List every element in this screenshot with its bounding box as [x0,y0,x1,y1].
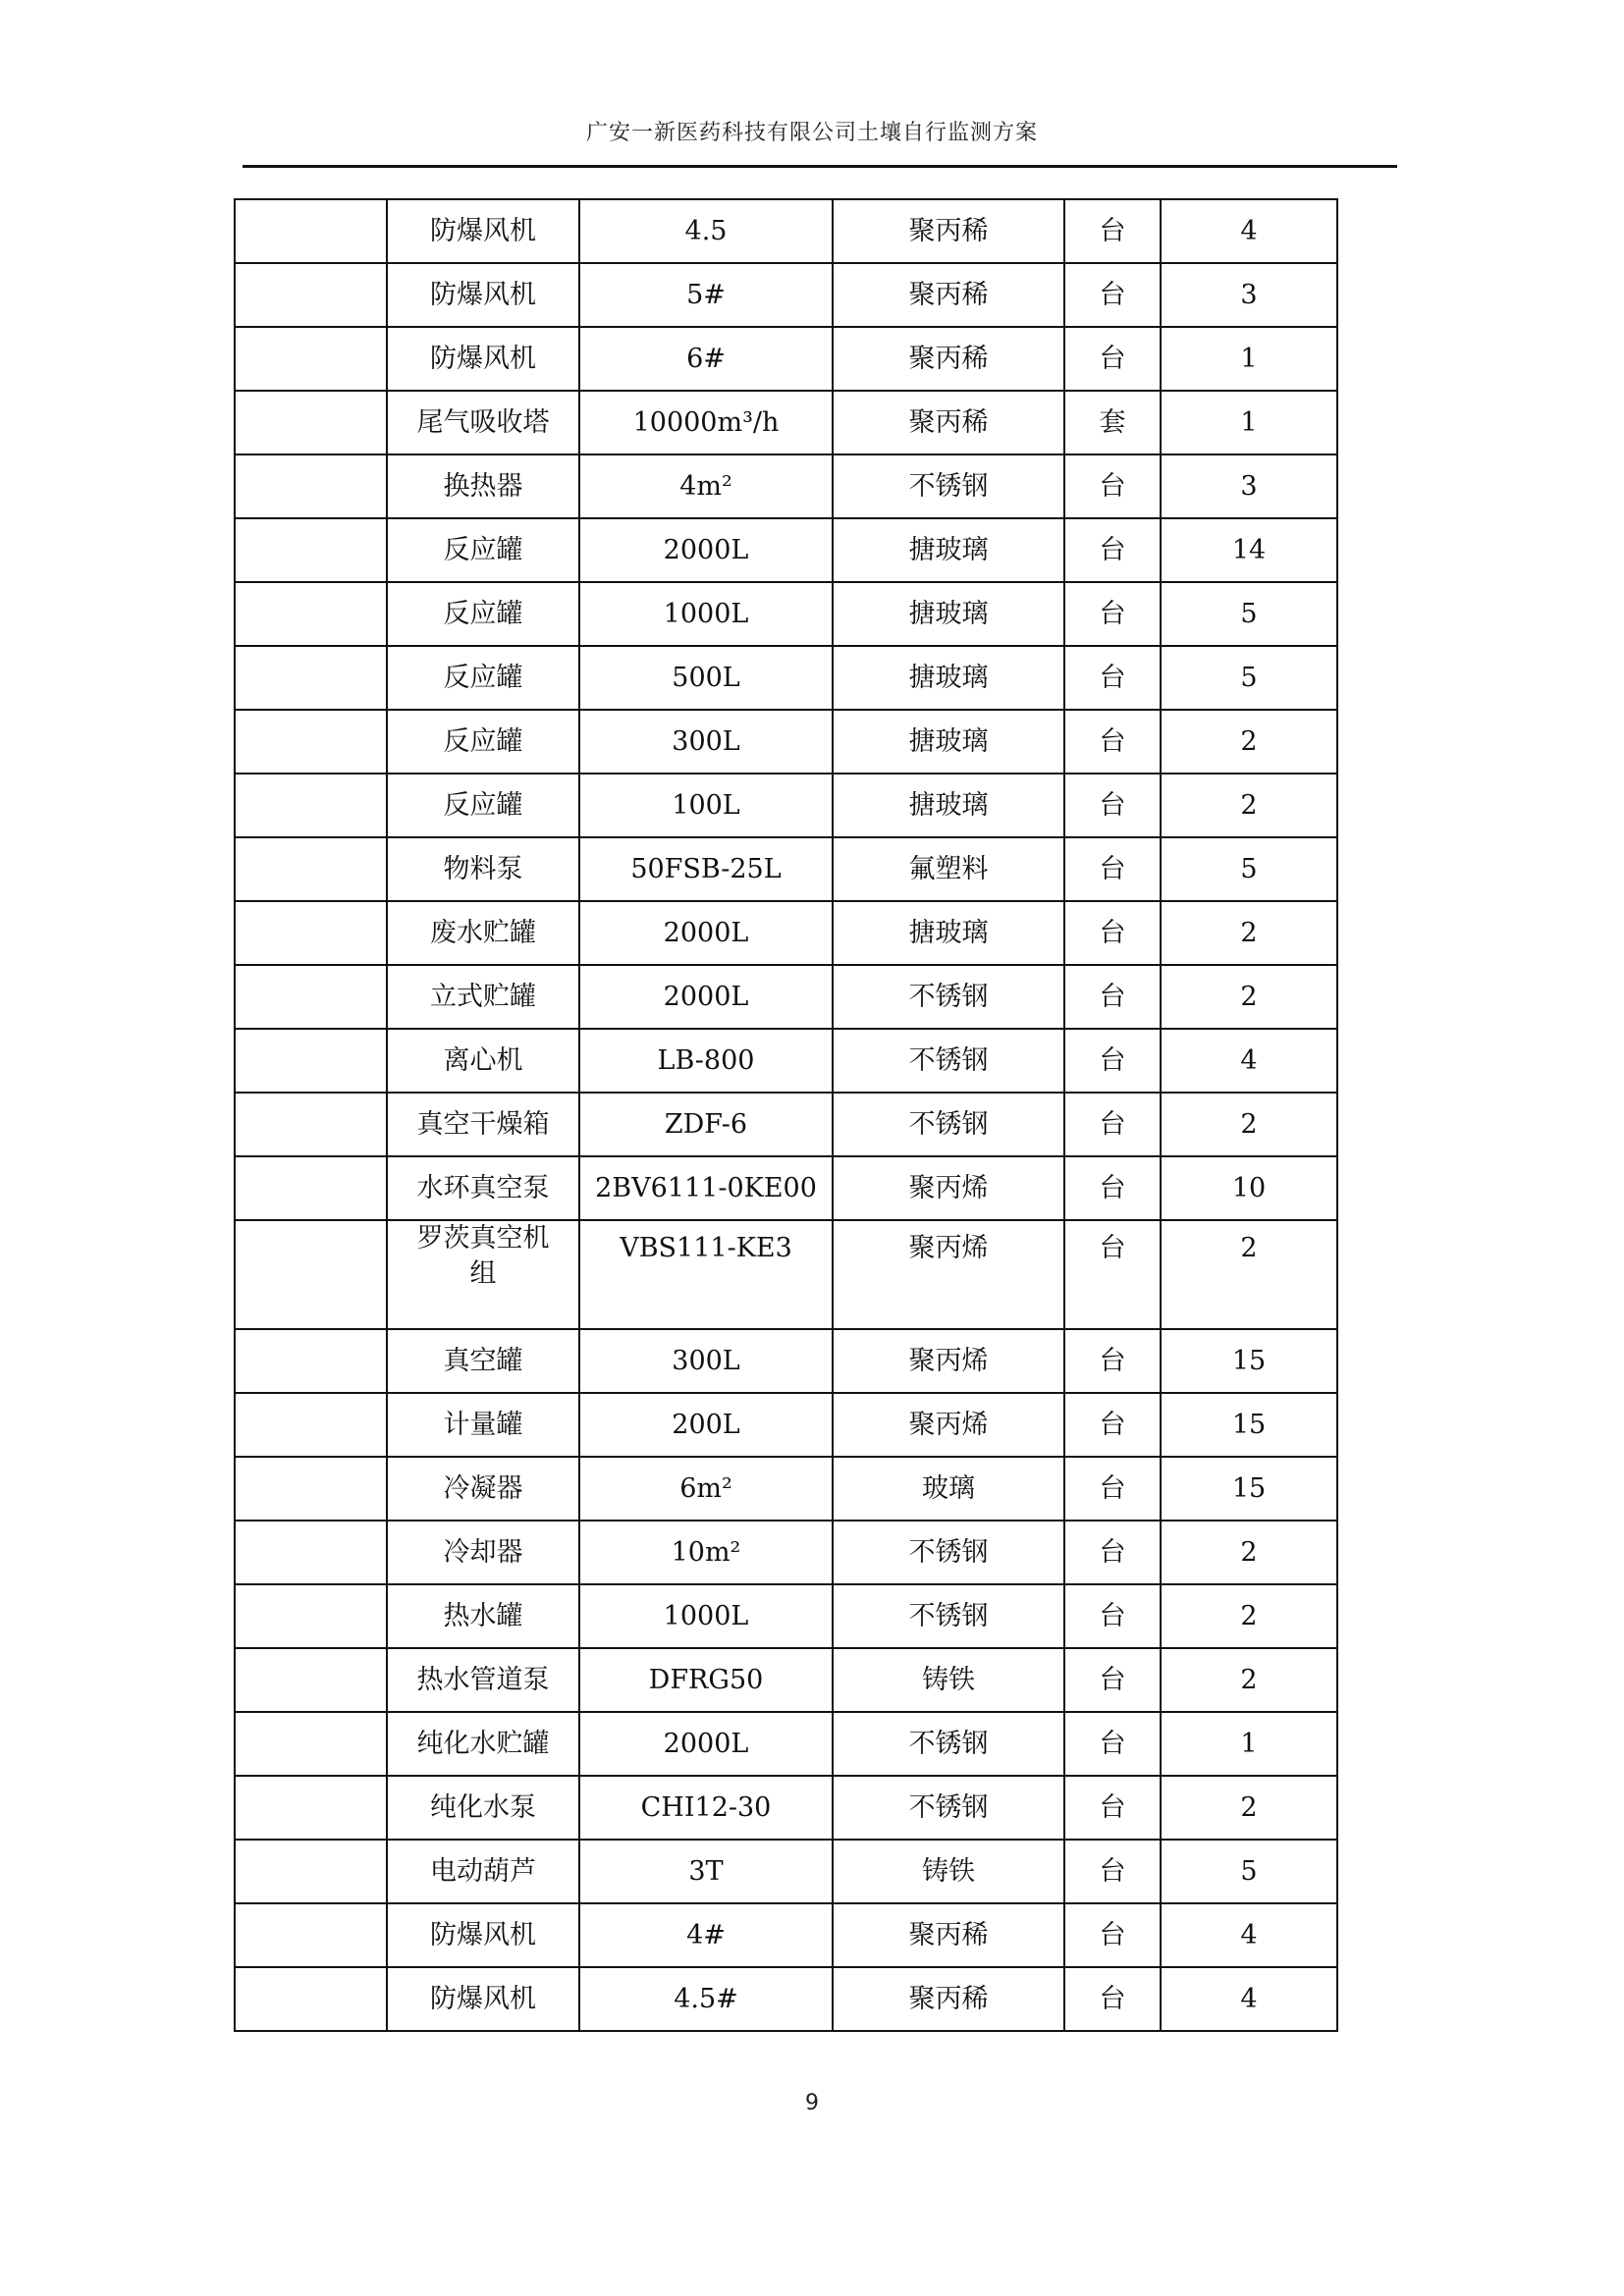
quantity-cell: 2 [1161,710,1337,774]
table-row [235,391,1337,454]
category-cell [235,1093,387,1156]
page-number: 9 [805,2091,819,2115]
quantity-cell: 2 [1161,1776,1337,1840]
equipment-name-cell: 反应罐 [387,582,579,646]
category-cell [235,1029,387,1093]
unit-cell: 台 [1064,710,1161,774]
spec-cell: 300L [579,1329,833,1393]
unit-cell: 台 [1064,1521,1161,1584]
equipment-name-cell: 换热器 [387,454,579,518]
quantity-cell: 2 [1161,965,1337,1029]
table-row [235,646,1337,710]
equipment-name-cell: 热水管道泵 [387,1648,579,1712]
category-cell [235,1776,387,1840]
unit-cell: 台 [1064,965,1161,1029]
category-cell [235,199,387,263]
page-header-title: 广安一新医药科技有限公司土壤自行监测方案 [585,121,1038,145]
unit-cell: 台 [1064,1457,1161,1521]
table-row [235,1967,1337,2031]
spec-cell: 4m² [579,454,833,518]
table-row [235,1776,1337,1840]
spec-cell: 6# [579,327,833,391]
unit-cell: 台 [1064,1776,1161,1840]
quantity-cell: 5 [1161,1840,1337,1903]
quantity-cell: 15 [1161,1393,1337,1457]
material-cell: 铸铁 [833,1648,1064,1712]
table-row [235,1712,1337,1776]
equipment-name-cell: 热水罐 [387,1584,579,1648]
unit-cell: 台 [1064,1712,1161,1776]
material-cell: 聚丙烯 [833,1220,1064,1329]
unit-cell: 台 [1064,454,1161,518]
material-cell: 搪玻璃 [833,646,1064,710]
quantity-cell: 4 [1161,1903,1337,1967]
category-cell [235,1393,387,1457]
unit-cell: 台 [1064,901,1161,965]
material-cell: 不锈钢 [833,1029,1064,1093]
spec-cell: 3T [579,1840,833,1903]
unit-cell: 台 [1064,837,1161,901]
quantity-cell: 3 [1161,454,1337,518]
equipment-name-cell: 电动葫芦 [387,1840,579,1903]
spec-cell: DFRG50 [579,1648,833,1712]
quantity-cell: 2 [1161,1093,1337,1156]
unit-cell: 台 [1064,1584,1161,1648]
spec-cell: 4.5 [579,199,833,263]
category-cell [235,837,387,901]
equipment-name-cell: 计量罐 [387,1393,579,1457]
material-cell: 聚丙稀 [833,263,1064,327]
table-row [235,1329,1337,1393]
unit-cell: 台 [1064,1903,1161,1967]
category-cell [235,710,387,774]
material-cell: 搪玻璃 [833,901,1064,965]
quantity-cell: 15 [1161,1457,1337,1521]
material-cell: 搪玻璃 [833,518,1064,582]
table-row [235,1029,1337,1093]
equipment-name-cell: 水环真空泵 [387,1156,579,1220]
quantity-cell: 2 [1161,1220,1337,1329]
material-cell: 聚丙稀 [833,1903,1064,1967]
spec-cell: 10000m³/h [579,391,833,454]
table-row [235,710,1337,774]
header-divider [243,165,1397,168]
unit-cell: 台 [1064,263,1161,327]
table-row [235,327,1337,391]
equipment-name-cell: 废水贮罐 [387,901,579,965]
spec-cell: 2000L [579,518,833,582]
spec-cell: 300L [579,710,833,774]
unit-cell: 台 [1064,1093,1161,1156]
spec-cell: 10m² [579,1521,833,1584]
category-cell [235,774,387,837]
table-row [235,199,1337,263]
spec-cell: 4# [579,1903,833,1967]
table-row [235,1521,1337,1584]
unit-cell: 台 [1064,1329,1161,1393]
table-row [235,518,1337,582]
material-cell: 不锈钢 [833,1776,1064,1840]
material-cell: 聚丙烯 [833,1156,1064,1220]
unit-cell: 台 [1064,199,1161,263]
unit-cell: 台 [1064,1967,1161,2031]
category-cell [235,1648,387,1712]
unit-cell: 台 [1064,774,1161,837]
equipment-name-cell: 冷凝器 [387,1457,579,1521]
quantity-cell: 2 [1161,774,1337,837]
category-cell [235,263,387,327]
table-row [235,582,1337,646]
unit-cell: 台 [1064,1156,1161,1220]
equipment-name-cell: 纯化水泵 [387,1776,579,1840]
quantity-cell: 1 [1161,391,1337,454]
table-row [235,1093,1337,1156]
category-cell [235,391,387,454]
quantity-cell: 1 [1161,327,1337,391]
quantity-cell: 1 [1161,1712,1337,1776]
unit-cell: 台 [1064,1840,1161,1903]
table-row [235,1156,1337,1220]
table-row [235,1220,1337,1329]
quantity-cell: 4 [1161,1967,1337,2031]
quantity-cell: 10 [1161,1156,1337,1220]
equipment-name-cell: 冷却器 [387,1521,579,1584]
spec-cell: ZDF-6 [579,1093,833,1156]
unit-cell: 台 [1064,327,1161,391]
material-cell: 搪玻璃 [833,710,1064,774]
category-cell [235,965,387,1029]
unit-cell: 台 [1064,646,1161,710]
quantity-cell: 5 [1161,646,1337,710]
equipment-name-cell: 真空干燥箱 [387,1093,579,1156]
spec-cell: 200L [579,1393,833,1457]
spec-cell: 2000L [579,965,833,1029]
unit-cell: 台 [1064,518,1161,582]
table-row [235,1840,1337,1903]
material-cell: 玻璃 [833,1457,1064,1521]
category-cell [235,1967,387,2031]
spec-cell: 2000L [579,901,833,965]
category-cell [235,901,387,965]
category-cell [235,582,387,646]
equipment-name-cell: 反应罐 [387,710,579,774]
category-cell [235,1584,387,1648]
equipment-name-cell: 反应罐 [387,774,579,837]
material-cell: 搪玻璃 [833,774,1064,837]
material-cell: 聚丙稀 [833,199,1064,263]
equipment-name-cell: 物料泵 [387,837,579,901]
unit-cell: 台 [1064,582,1161,646]
category-cell [235,518,387,582]
unit-cell: 台 [1064,1029,1161,1093]
material-cell: 不锈钢 [833,965,1064,1029]
material-cell: 不锈钢 [833,1521,1064,1584]
unit-cell: 套 [1064,391,1161,454]
spec-cell: 2000L [579,1712,833,1776]
category-cell [235,646,387,710]
table-row [235,837,1337,901]
category-cell [235,1220,387,1329]
equipment-table [234,198,1338,2032]
equipment-name-cell: 防爆风机 [387,263,579,327]
material-cell: 不锈钢 [833,1093,1064,1156]
table-row [235,901,1337,965]
material-cell: 氟塑料 [833,837,1064,901]
material-cell: 聚丙稀 [833,1967,1064,2031]
table-row [235,1903,1337,1967]
unit-cell: 台 [1064,1648,1161,1712]
spec-cell: 2BV6111-0KE00 [579,1156,833,1220]
quantity-cell: 14 [1161,518,1337,582]
quantity-cell: 15 [1161,1329,1337,1393]
equipment-name-cell: 尾气吸收塔 [387,391,579,454]
table-row [235,454,1337,518]
quantity-cell: 2 [1161,1521,1337,1584]
equipment-name-cell: 反应罐 [387,646,579,710]
unit-cell: 台 [1064,1220,1161,1329]
equipment-name-cell: 真空罐 [387,1329,579,1393]
material-cell: 聚丙烯 [833,1329,1064,1393]
material-cell: 聚丙烯 [833,1393,1064,1457]
material-cell: 搪玻璃 [833,582,1064,646]
material-cell: 聚丙稀 [833,391,1064,454]
equipment-name-cell: 防爆风机 [387,327,579,391]
table-row [235,263,1337,327]
quantity-cell: 5 [1161,837,1337,901]
table-row [235,1457,1337,1521]
equipment-name-cell: 防爆风机 [387,199,579,263]
category-cell [235,1457,387,1521]
spec-cell: 100L [579,774,833,837]
table-row [235,965,1337,1029]
material-cell: 不锈钢 [833,1712,1064,1776]
material-cell: 聚丙稀 [833,327,1064,391]
spec-cell: 5# [579,263,833,327]
table-row [235,1393,1337,1457]
equipment-name-cell: 离心机 [387,1029,579,1093]
equipment-name-cell: 反应罐 [387,518,579,582]
quantity-cell: 2 [1161,1584,1337,1648]
category-cell [235,1329,387,1393]
equipment-name-cell: 防爆风机 [387,1967,579,2031]
quantity-cell: 2 [1161,901,1337,965]
category-cell [235,1156,387,1220]
spec-cell: 1000L [579,1584,833,1648]
spec-cell: 1000L [579,582,833,646]
quantity-cell: 5 [1161,582,1337,646]
table-row [235,1584,1337,1648]
quantity-cell: 4 [1161,199,1337,263]
table-row [235,1648,1337,1712]
spec-cell: 4.5# [579,1967,833,2031]
spec-cell: 50FSB-25L [579,837,833,901]
equipment-name-cell: 防爆风机 [387,1903,579,1967]
category-cell [235,1712,387,1776]
spec-cell: CHI12-30 [579,1776,833,1840]
quantity-cell: 4 [1161,1029,1337,1093]
equipment-name-cell: 罗茨真空机组 [387,1220,579,1329]
material-cell: 不锈钢 [833,1584,1064,1648]
spec-cell: 6m² [579,1457,833,1521]
category-cell [235,1521,387,1584]
unit-cell: 台 [1064,1393,1161,1457]
spec-cell: LB-800 [579,1029,833,1093]
spec-cell: VBS111-KE3 [579,1220,833,1329]
table-row [235,774,1337,837]
quantity-cell: 3 [1161,263,1337,327]
equipment-name-cell: 纯化水贮罐 [387,1712,579,1776]
equipment-table-body [235,199,1337,2031]
equipment-name-cell: 立式贮罐 [387,965,579,1029]
material-cell: 不锈钢 [833,454,1064,518]
category-cell [235,327,387,391]
category-cell [235,454,387,518]
quantity-cell: 2 [1161,1648,1337,1712]
spec-cell: 500L [579,646,833,710]
category-cell [235,1903,387,1967]
material-cell: 铸铁 [833,1840,1064,1903]
category-cell [235,1840,387,1903]
